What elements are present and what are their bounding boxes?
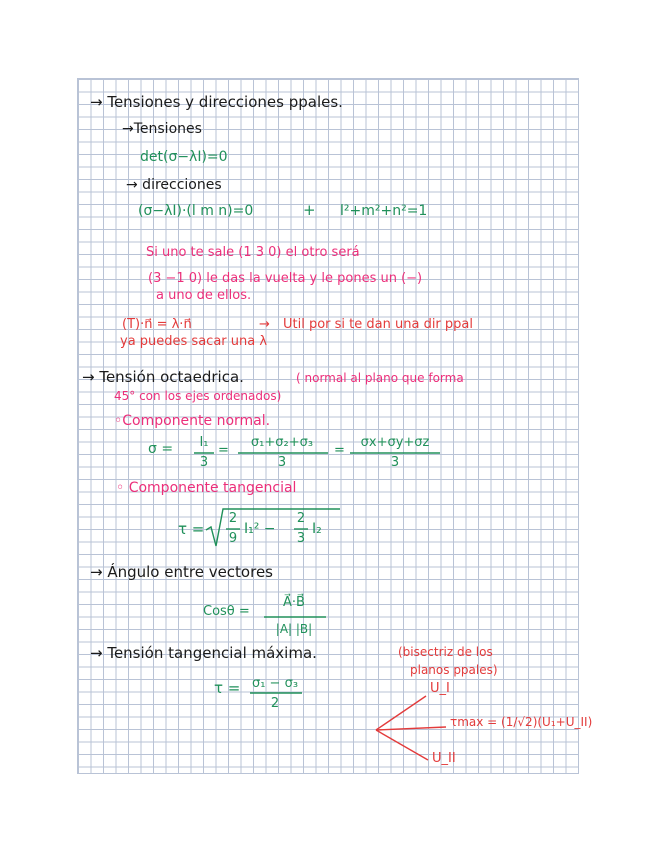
octaedrica-note-line-2: 45° con los ejes ordenados): [114, 389, 282, 403]
pink-note-line-3: a uno de ellos.: [156, 288, 252, 303]
sqrt-fraction-b-num: 2: [296, 511, 306, 526]
subheading-direcciones: → direcciones: [126, 177, 222, 193]
sqrt-middle-term: I₁² −: [244, 521, 276, 537]
equals-2: =: [334, 443, 345, 458]
red-note-line-2: ya puedes sacar una λ: [120, 334, 268, 349]
red-note-line-1: Util por si te dan una dir ppal: [283, 317, 473, 332]
fraction-sum-denominator: 3: [277, 455, 287, 470]
tau-max-denominator: 2: [270, 696, 280, 711]
sqrt-end-term: I₂: [312, 521, 322, 537]
direction-equation: (σ−λI)·(l m n)=0: [138, 203, 254, 219]
vector-u2-line: [376, 730, 428, 760]
octaedrica-note-line-1: ( normal al plano que forma: [296, 371, 464, 385]
sqrt-sign: [206, 509, 340, 546]
componente-normal-label: ◦Componente normal.: [114, 413, 271, 429]
vector-tmax-line: [376, 727, 446, 730]
sqrt-fraction-b-den: 3: [296, 531, 306, 546]
u2-label: U_II: [432, 751, 456, 766]
sqrt-fraction-a-num: 2: [228, 511, 238, 526]
plus-sign: +: [303, 201, 316, 219]
vector-u1-line: [376, 696, 426, 730]
sqrt-fraction-a-den: 9: [228, 531, 238, 546]
implies-arrow: →: [259, 317, 270, 332]
fraction-sum-numerator: σ₁+σ₂+σ₃: [250, 435, 314, 450]
tau-max-lhs: τ =: [214, 679, 241, 697]
heading-tension-octaedrica: → Tensión octaedrica.: [82, 368, 244, 386]
normalization-equation: l²+m²+n²=1: [340, 203, 428, 219]
cos-denominator: |A| |B|: [275, 622, 313, 636]
heading-tension-tangencial-maxima: → Tensión tangencial máxima.: [90, 644, 317, 662]
tau-max-numerator: σ₁ − σ₃: [251, 676, 299, 691]
pink-note-line-2: (3 −1 0) le das la vuelta y le pones un (−): [148, 271, 423, 286]
heading-angulo-vectores: → Ángulo entre vectores: [90, 563, 273, 581]
u1-label: U_I: [430, 681, 450, 696]
fraction-xyz-denominator: 3: [390, 455, 400, 470]
fraction-xyz-numerator: σx+σy+σz: [360, 435, 430, 450]
subheading-tensiones: →Tensiones: [122, 121, 202, 137]
maxima-note-line-1: (bisectriz de los: [398, 645, 493, 659]
fraction-I1-numerator: I₁: [199, 435, 209, 450]
equals-1: =: [218, 443, 229, 458]
sigma-lhs: σ =: [148, 441, 174, 457]
eigen-equation: (T)·n⃗ = λ·n⃗: [122, 317, 192, 332]
fraction-I1-denominator: 3: [199, 455, 209, 470]
heading-tensiones-direcciones: → Tensiones y direcciones ppales.: [90, 93, 343, 111]
maxima-note-line-2: planos ppales): [410, 663, 498, 677]
tau-lhs: τ =: [178, 520, 205, 538]
tau-max-formula: τmax = (1/√2)(U₁+U_II): [450, 715, 593, 729]
cos-lhs: Cosθ =: [203, 604, 250, 619]
cos-numerator: A⃗·B⃗: [283, 595, 305, 610]
componente-tangencial-label: ◦ Componente tangencial: [116, 480, 297, 496]
pink-note-line-1: Si uno te sale (1 3 0) el otro será: [146, 245, 360, 260]
det-equation: det(σ−λI)=0: [140, 149, 228, 165]
